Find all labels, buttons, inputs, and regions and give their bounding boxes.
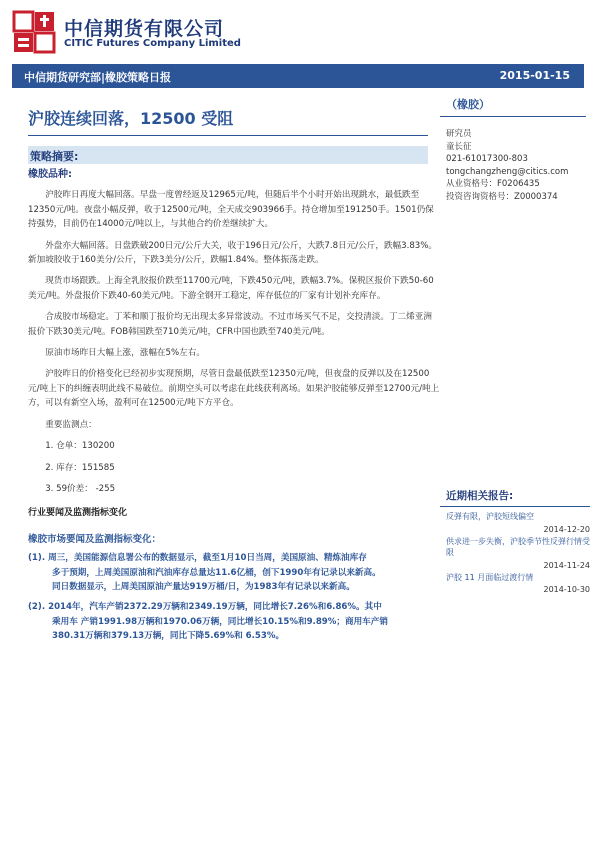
variety-title: 橡胶品种:	[28, 169, 72, 180]
list-item: 2. 库存：151585	[45, 462, 115, 473]
report-title: 沪胶连续回落，12500 受阻	[28, 109, 234, 128]
category-tag: （橡胶）	[446, 98, 490, 111]
news-line: 多于预期，上周美国原油和汽油库存总量达11.6亿桶，创下1990年有记录以来新高。	[52, 567, 381, 578]
report-link[interactable]: 供求进一步失衡，沪胶季节性反弹行情受限	[446, 536, 590, 557]
side-divider	[440, 116, 586, 117]
report-link[interactable]: 反弹有限，沪胶短线偏空	[446, 512, 534, 521]
report-date: 2015-01-15	[499, 69, 570, 82]
list-item: 1. 仓单：130200	[45, 441, 115, 452]
paragraph: 沪胶昨日的价格变化已经初步实现预期，尽管日盘最低跌至12350元/吨，但夜盘的反弹以及在12500元/吨上下的纠缠表明此线不易破位。前期空头可以考虑在此线获利离场。如果沪胶能够反弹至12700元/吨上方，可以有新空入场，盈利可在12500元/吨下方平仓。	[28, 369, 440, 409]
report-link[interactable]: 沪胶 11 月面临过渡行情	[446, 572, 534, 582]
analyst-email[interactable]: tongchangzheng@citics.com	[446, 166, 569, 177]
monitor-list	[45, 439, 440, 496]
paragraph: 重要监测点：	[45, 419, 97, 430]
related-reports-title: 近期相关报告:	[446, 490, 514, 502]
news-line: 同日数据显示，上周美国原油产量达919万桶/日，为1983年有记录以来新高。	[52, 581, 355, 592]
list-item: 3. 59价差： -255	[45, 483, 116, 494]
news-line: 380.31万辆和379.13万辆，同比下降5.69%和 6.53%。	[52, 631, 285, 642]
strategy-summary-bar	[28, 146, 428, 164]
analyst-info	[446, 128, 568, 204]
paragraph: 沪胶昨日再度大幅回落。早盘一度曾经返及12965元/吨，但随后半个小时开始出现跳水，最低跌至12350元/吨。夜盘小幅反弹，收于12500元/吨，全天成交903966手。持仓增加至191250手。1501仍保持强势，目前仍在14000元/吨以上，与其他合约价差继续扩大。	[28, 190, 434, 230]
paragraph: 合成胶市场稳定。丁苯和顺丁报价均无出现太多异常波动。不过市场买气不足，交投清淡。丁二烯亚洲报价下跌30美元/吨。FOB韩国跌至710美元/吨，CFR中国也跌至740美元/吨。	[28, 312, 432, 337]
related-reports	[440, 488, 590, 596]
news-line: 乘用车 产销1991.98万辆和1970.06万辆，同比增长10.15%和9.89%；商用车产销	[52, 616, 388, 627]
news-heading: 橡胶市场要闻及监测指标变化：	[28, 533, 162, 545]
report-banner	[12, 64, 584, 88]
company-name-en: CITIC Futures Company Limited	[64, 38, 241, 49]
company-name-cn: 中信期货有限公司	[64, 18, 225, 40]
paragraph: 现货市场跟跌。上海全乳胶报价跌至11700元/吨，下跌450元/吨，跌幅3.7%。保税区报价下跌50-60美元/吨。外盘报价下跌40-60美元/吨。下游全钢开工稳定，库存低位的厂家有计划补充库存。	[28, 276, 434, 301]
section-title: 行业要闻及监测指标变化	[28, 508, 128, 519]
report-date-item: 2014-10-30	[543, 585, 590, 594]
analyst-role: 研究员	[446, 129, 472, 139]
page-header	[12, 10, 584, 54]
title-divider	[28, 135, 428, 136]
reports-divider	[440, 506, 590, 507]
banner-title: 中信期货研究部|橡胶策略日报	[24, 71, 172, 84]
citic-logo	[12, 10, 56, 54]
analyst-license: 从业资格号：F0206435	[446, 179, 540, 190]
report-date-item: 2014-11-24	[543, 560, 590, 570]
news-line: (2). 2014年，汽车产销2372.29万辆和2349.19万辆，同比增长7.26%和6.86%。其中	[28, 602, 382, 613]
analyst-phone: 021-61017300-803	[446, 154, 528, 165]
paragraph: 外盘亦大幅回落。日盘跌破200日元/公斤大关，收于196日元/公斤，大跌7.8日元/公斤，跌幅3.83%。新加坡胶收于160美分/公斤，下跌3美分/公斤，跌幅1.84%。整体振荡走跌。	[28, 240, 438, 266]
news-item	[28, 551, 440, 594]
analyst-name: 童长征	[446, 141, 472, 152]
report-date-item: 2014-12-20	[543, 524, 590, 534]
news-line: (1). 周三，美国能源信息署公布的数据显示，截至1月10日当周，美国原油、精炼油库存	[28, 553, 367, 564]
paragraph: 原油市场昨日大幅上涨，涨幅在5%左右。	[45, 348, 205, 359]
analyst-advisory-license: 投资咨询资格号：Z0000374	[446, 191, 558, 202]
news-item	[28, 600, 440, 643]
strategy-summary-label: 策略摘要:	[30, 150, 79, 163]
main-content	[28, 168, 440, 650]
